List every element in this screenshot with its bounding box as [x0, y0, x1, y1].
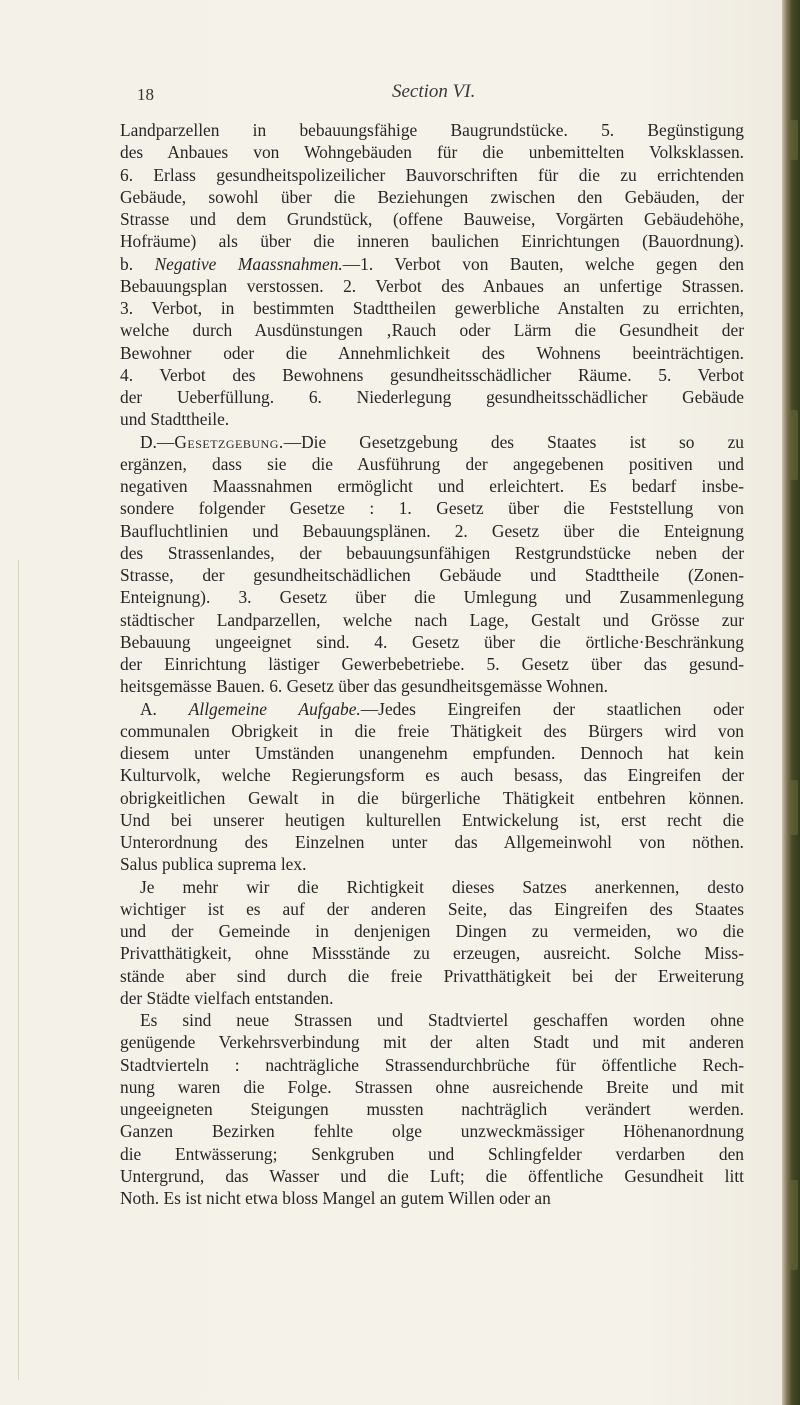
text-line: Noth. Es ist nicht etwa bloss Mangel an gutem Willen oder an — [120, 1188, 551, 1208]
page-binding-edge — [782, 0, 800, 1405]
scan-left-shadow — [18, 560, 19, 1380]
text-line: genügende Verkehrsverbindung mit der alten Stadt und mit anderen — [120, 1032, 744, 1053]
text-line: Kulturvolk, welche Regierungsform es auch besass, das Eingreifen der — [120, 765, 744, 786]
text-line: b. Negative Maassnahmen.—1. Verbot von Bauten, welche gegen den — [120, 253, 744, 274]
text-line: 3. Verbot, in bestimmten Stadttheilen gewerbliche Anstalten zu errichten, — [120, 298, 744, 318]
text-line: des Anbaues von Wohngebäuden für die unbemittelten Volksklassen. — [120, 142, 744, 163]
text-line: Je mehr wir die Richtigkeit dieses Satzes anerkennen, desto — [140, 876, 744, 897]
edge-stain — [788, 1180, 798, 1270]
text-line: ungeeigneten Steigungen mussten nachträglich verändert werden. — [120, 1099, 744, 1119]
text-line: Ganzen Bezirken fehlte olge unzweckmässiger Höhenanordnung — [120, 1121, 744, 1142]
text-line: Bebauungsplan verstossen. 2. Verbot des Anbaues an unfertige Strassen. — [120, 275, 744, 296]
text-line: der Ueberfüllung. 6. Niederlegung gesundheitsschädlicher Gebäude — [120, 387, 744, 407]
text-line: Bebauung ungeeignet sind. 4. Gesetz über die örtliche·Beschränkung — [120, 631, 744, 652]
text-line: städtischer Landparzellen, welche nach Lage, Gestalt und Grösse zur — [120, 609, 744, 630]
body-text — [120, 119, 744, 1209]
text-line: Landparzellen in bebauungsfähige Baugrundstücke. 5. Begünstigung — [120, 120, 744, 140]
text-line: Hofräume) als über die inneren baulichen Einrichtungen (Bauordnung). — [120, 231, 744, 252]
text-line: Baufluchtlinien und Bebauungsplänen. 2. Gesetz über die Enteignung — [120, 520, 744, 541]
text-line: stände aber sind durch die freie Privatthätigkeit bei der Erweiterung — [120, 965, 744, 986]
text-line: welche durch Ausdünstungen ‚Rauch oder Lärm die Gesundheit der — [120, 320, 744, 341]
text-line: Enteignung). 3. Gesetz über die Umlegung und Zusammenlegung — [120, 587, 744, 608]
text-line: 6. Erlass gesundheitspolizeilicher Bauvorschriften für die zu errichtenden — [120, 164, 744, 185]
text-line: heitsgemässe Bauen. 6. Gesetz über das gesundheitsgemässe Wohnen. — [120, 676, 608, 697]
edge-stain — [788, 780, 798, 835]
text-line: und der Gemeinde in denjenigen Dingen zu vermeiden, wo die — [120, 921, 744, 941]
text-line: und Stadttheile. — [120, 409, 230, 430]
page-number: 18 — [137, 85, 154, 104]
text-line: der Städte vielfach entstanden. — [120, 987, 334, 1008]
text-line: Und bei unserer heutigen kulturellen Entwickelung ist, erst recht die — [120, 809, 744, 830]
text-line: der Einrichtung lästiger Gewerbebetriebe. 5. Gesetz über das gesund- — [120, 654, 744, 674]
text-line: nung waren die Folge. Strassen ohne ausreichende Breite und mit — [120, 1076, 744, 1097]
text-line: Strasse, der gesundheitschädlichen Gebäude und Stadttheile (Zonen- — [120, 565, 744, 585]
text-line: des Strassenlandes, der bebauungsunfähigen Restgrundstücke neben der — [120, 542, 744, 563]
text-line: Unterordnung des Einzelnen unter das Allgemeinwohl von nöthen. — [120, 832, 744, 852]
text-line: sondere folgender Gesetze : 1. Gesetz über die Feststellung von — [120, 498, 744, 519]
text-line: wichtiger ist es auf der anderen Seite, das Eingreifen des Staates — [120, 898, 744, 919]
text-line: diesem unter Umständen unangenehm empfunden. Dennoch hat kein — [120, 743, 744, 763]
edge-stain — [788, 120, 798, 160]
running-head: Section VI. — [392, 81, 476, 102]
text-line: D.—Gesetzgebung.—Die Gesetzgebung des Staates ist so zu — [140, 431, 744, 452]
text-line: Strasse und dem Grundstück, (offene Bauweise, Vorgärten Gebäudehöhe, — [120, 209, 744, 229]
text-line: ergänzen, dass sie die Ausführung der angegebenen positiven und — [120, 453, 744, 474]
text-line: Privatthätigkeit, ohne Missstände zu erzeugen, ausreicht. Solche Miss- — [120, 943, 744, 964]
text-line: Stadtvierteln : nachträgliche Strassendurchbrüche für öffentliche Rech- — [120, 1054, 744, 1075]
text-line: 4. Verbot des Bewohnens gesundheitsschädlicher Räume. 5. Verbot — [120, 364, 744, 385]
text-line: communalen Obrigkeit in die freie Thätigkeit des Bürgers wird von — [120, 720, 744, 741]
edge-stain — [788, 410, 798, 480]
text-line: Gebäude, sowohl über die Beziehungen zwischen den Gebäuden, der — [120, 186, 744, 207]
text-line: A. Allgemeine Aufgabe.—Jedes Eingreifen der staatlichen oder — [140, 698, 744, 719]
text-line: Salus publica suprema lex. — [120, 854, 307, 875]
text-line: die Entwässerung; Senkgruben und Schlingfelder verdarben den — [120, 1143, 744, 1164]
text-line: Es sind neue Strassen und Stadtviertel geschaffen worden ohne — [140, 1010, 744, 1030]
text-line: Bewohner oder die Annehmlichkeit des Wohnens beeinträchtigen. — [120, 342, 744, 363]
text-line: obrigkeitlichen Gewalt in die bürgerliche Thätigkeit entbehren können. — [120, 787, 744, 808]
text-line: negativen Maassnahmen ermöglicht und erleichtert. Es bedarf insbe- — [120, 476, 744, 496]
text-line: Untergrund, das Wasser und die Luft; die öffentliche Gesundheit litt — [120, 1165, 744, 1186]
